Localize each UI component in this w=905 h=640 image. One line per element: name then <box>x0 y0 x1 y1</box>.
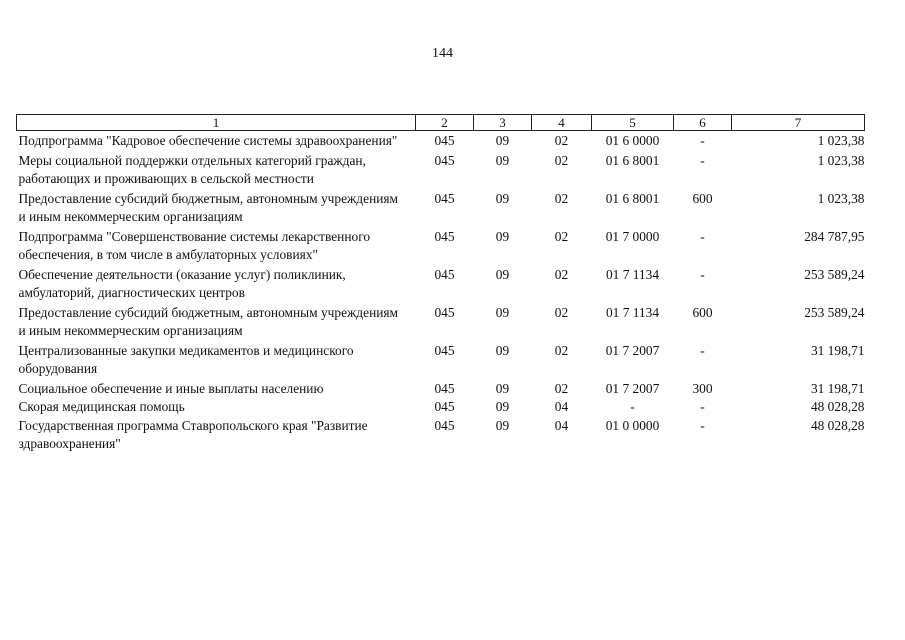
row-subsection-code: 04 <box>554 417 569 433</box>
row-section-code: 09 <box>495 133 510 148</box>
row-amount: 48 028,28 <box>810 417 865 433</box>
column-header-target: 5 <box>592 115 674 131</box>
row-section-code: 09 <box>495 417 510 433</box>
row-name: Государственная программа Ставропольского края "Развитие здравоохранения" <box>18 417 368 451</box>
column-header-name: 1 <box>17 115 416 131</box>
row-admin-code: 045 <box>434 304 455 320</box>
row-name: Централизованные закупки медикаментов и медицинского оборудования <box>18 342 354 376</box>
row-target-code: 01 7 0000 <box>605 228 660 244</box>
row-subsection-code: 02 <box>554 228 569 244</box>
row-section-code: 09 <box>495 152 510 168</box>
table-row <box>17 227 865 265</box>
row-admin-code: 045 <box>434 342 455 358</box>
column-header-section: 3 <box>474 115 532 131</box>
row-admin-code: 045 <box>434 380 455 396</box>
row-target-code: 01 0 0000 <box>605 417 660 433</box>
row-admin-code: 045 <box>434 152 455 168</box>
row-subsection-code: 02 <box>554 266 569 282</box>
row-expense-code: - <box>700 152 705 168</box>
row-target-code: 01 7 1134 <box>605 304 660 320</box>
row-admin-code: 045 <box>434 399 455 414</box>
row-admin-code: 045 <box>434 417 455 433</box>
row-section-code: 09 <box>495 380 510 396</box>
table-header-row <box>17 115 865 131</box>
row-expense-code: 600 <box>692 190 713 206</box>
table-row <box>17 341 865 379</box>
page-number: 144 <box>432 46 453 61</box>
table-row <box>17 151 865 189</box>
row-section-code: 09 <box>495 304 510 320</box>
row-expense-code: - <box>700 266 705 282</box>
column-header-expense: 6 <box>674 115 732 131</box>
table-row <box>17 131 865 151</box>
column-header-admin: 2 <box>416 115 474 131</box>
row-amount: 31 198,71 <box>810 380 865 396</box>
row-subsection-code: 02 <box>554 190 569 206</box>
row-amount: 284 787,95 <box>804 228 865 244</box>
row-target-code: - <box>630 399 635 414</box>
row-name: Меры социальной поддержки отдельных категорий граждан, работающих и проживающих в сельской местности <box>18 152 366 186</box>
row-target-code: 01 7 2007 <box>605 342 660 358</box>
column-header-subsection: 4 <box>532 115 592 131</box>
row-expense-code: - <box>700 417 705 433</box>
table-row <box>17 189 865 227</box>
row-subsection-code: 02 <box>554 380 569 396</box>
row-amount: 1 023,38 <box>817 190 865 206</box>
row-subsection-code: 02 <box>554 342 569 358</box>
row-target-code: 01 7 1134 <box>605 266 660 282</box>
row-admin-code: 045 <box>434 133 455 148</box>
budget-table <box>16 114 865 454</box>
row-target-code: 01 7 2007 <box>605 380 660 396</box>
row-name: Социальное обеспечение и иные выплаты населению <box>18 380 324 396</box>
row-name: Скорая медицинская помощь <box>18 399 185 414</box>
row-section-code: 09 <box>495 266 510 282</box>
row-section-code: 09 <box>495 190 510 206</box>
row-section-code: 09 <box>495 342 510 358</box>
row-subsection-code: 02 <box>554 152 569 168</box>
table-row <box>17 417 865 454</box>
row-target-code: 01 6 0000 <box>605 133 660 148</box>
column-header-amount: 7 <box>732 115 865 131</box>
row-expense-code: 600 <box>692 304 713 320</box>
row-amount: 253 589,24 <box>804 304 865 320</box>
row-section-code: 09 <box>495 399 510 414</box>
table-row <box>17 303 865 341</box>
row-subsection-code: 02 <box>554 133 569 148</box>
row-admin-code: 045 <box>434 266 455 282</box>
row-amount: 1 023,38 <box>817 152 865 168</box>
row-name: Подпрограмма "Кадровое обеспечение системы здравоохранения" <box>18 133 398 148</box>
row-amount: 253 589,24 <box>804 266 865 282</box>
table-row <box>17 398 865 417</box>
table-row <box>17 379 865 399</box>
row-expense-code: - <box>700 399 705 414</box>
row-amount: 48 028,28 <box>810 399 865 414</box>
row-name: Предоставление субсидий бюджетным, автономным учреждениям и иным некоммерческим организациям <box>18 190 399 224</box>
row-amount: 1 023,38 <box>817 133 865 148</box>
row-name: Подпрограмма "Совершенствование системы лекарственного обеспечения, в том числе в амбулаторных условиях" <box>18 228 371 262</box>
row-target-code: 01 6 8001 <box>605 152 660 168</box>
row-admin-code: 045 <box>434 228 455 244</box>
row-name: Предоставление субсидий бюджетным, автономным учреждениям и иным некоммерческим организациям <box>18 304 399 338</box>
row-subsection-code: 02 <box>554 304 569 320</box>
row-expense-code: - <box>700 133 705 148</box>
row-admin-code: 045 <box>434 190 455 206</box>
row-subsection-code: 04 <box>554 399 569 414</box>
row-amount: 31 198,71 <box>810 342 865 358</box>
table-row <box>17 265 865 303</box>
row-expense-code: 300 <box>692 380 713 396</box>
row-name: Обеспечение деятельности (оказание услуг) поликлиник, амбулаторий, диагностических центров <box>18 266 346 300</box>
row-section-code: 09 <box>495 228 510 244</box>
row-expense-code: - <box>700 342 705 358</box>
row-target-code: 01 6 8001 <box>605 190 660 206</box>
row-expense-code: - <box>700 228 705 244</box>
